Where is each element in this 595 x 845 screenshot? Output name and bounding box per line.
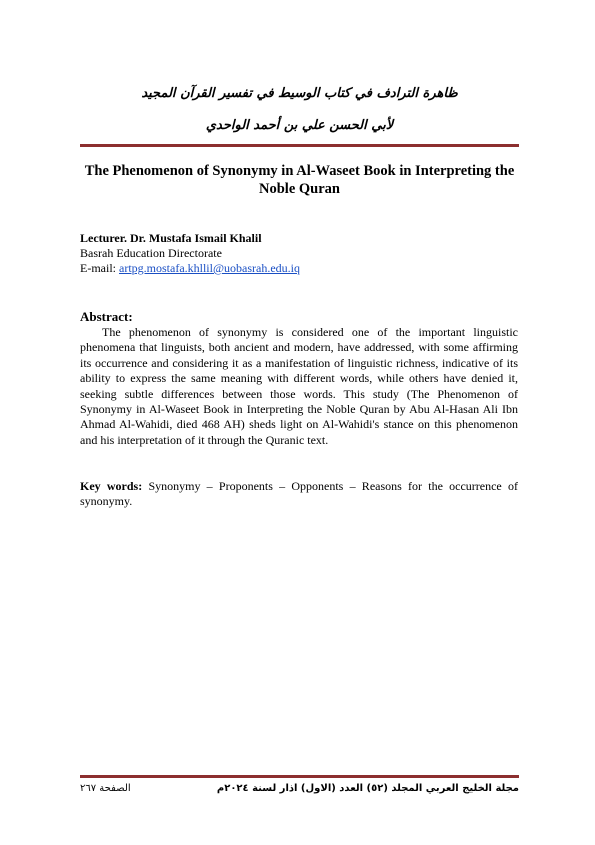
footer-page-number: الصفحة ٢٦٧	[80, 783, 131, 794]
author-name: Lecturer. Dr. Mustafa Ismail Khalil	[80, 231, 262, 245]
author-affiliation: Basrah Education Directorate	[80, 246, 222, 260]
header-divider	[80, 144, 519, 147]
keywords-text: Synonymy – Proponents – Opponents – Reasons for the occurrence of synonymy.	[80, 479, 518, 509]
footer-journal-info: مجلة الخليج العربي المجلد (٥٢) العدد (الاول) اذار لسنة ٢٠٢٤م	[216, 783, 519, 794]
author-email-line	[80, 261, 519, 276]
arabic-title-line-2: لأبي الحسن علي بن أحمد الواحدي	[205, 118, 394, 133]
footer-divider	[80, 775, 519, 778]
author-block	[80, 231, 519, 276]
keywords-paragraph	[80, 479, 518, 510]
keywords-label: Key words:	[80, 479, 143, 493]
abstract-heading: Abstract:	[80, 309, 133, 324]
email-link[interactable]: artpg.mostafa.khllil@uobasrah.edu.iq	[119, 261, 301, 275]
arabic-title-line-1: ظاهرة الترادف في كتاب الوسيط في تفسير القرآن المجيد	[141, 86, 458, 101]
email-label: E-mail:	[80, 261, 119, 275]
abstract-text: The phenomenon of synonymy is considered one of the important linguistic phenomena that linguists, both ancient and modern, have addressed, with some affirming its occurrence and considering it as a manifestation of linguistic richness, indicative of its ability to express the same meaning with different words, while others have denied it, seeking subtle differences between those words. This study (The Phenomenon of Synonymy in Al-Waseet Book in Interpreting the Noble Quran by Abu Al-Hasan Ali Ibn Ahmad Al-Wahidi, died 468 AH) sheds light on Al-Wahidi's stance on this phenomenon and his interpretation of it through the Quranic text.	[80, 325, 518, 447]
english-title: The Phenomenon of Synonymy in Al-Waseet Book in Interpreting the Noble Quran	[84, 163, 515, 197]
